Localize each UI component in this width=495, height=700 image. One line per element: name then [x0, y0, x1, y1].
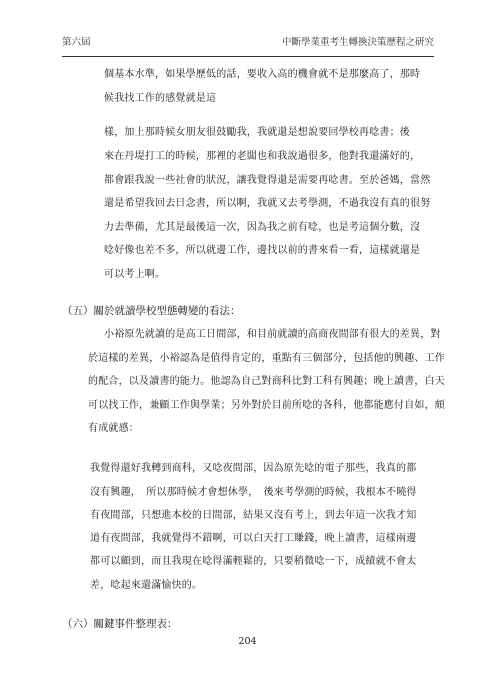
- quote-line: 唸好像也差不多，所以就邊工作，邊找以前的書來看一看，這樣就還是: [104, 245, 421, 256]
- quote-line: 道有夜間部，我就覺得不錯啊，可以白天打工賺錢，晚上讀書，這樣兩邊: [90, 533, 417, 544]
- body-line: 有成就感：: [88, 423, 139, 434]
- body-line: 小裕原先就讀的是高工日間部，和目前就讀的高商夜間部有很大的差異，對: [104, 329, 441, 340]
- body-line: 的配合，以及讀書的能力。他認為自己對商科比對工科有興趣；晚上讀書，白天: [88, 376, 445, 387]
- body-line: 可以找工作，兼顧工作與學業；另外對於目前所唸的各科，他都能應付自如，頗: [88, 400, 445, 411]
- section-heading: （六）關鍵事件整理表：: [62, 618, 178, 630]
- header-title: 中斷學業重考生轉換決策歷程之研究: [281, 37, 434, 48]
- running-header: [62, 34, 434, 50]
- body-line: 於這樣的差異，小裕認為是值得肯定的，重點有三個部分，包括他的興趣、工作: [88, 353, 445, 364]
- quote-line: 有夜間部，只想進本校的日間部，結果又沒有考上，到去年這一次我才知: [90, 510, 417, 521]
- quote-line: 沒有興趣， 所以那時候才會想休學， 後來考學測的時候，我根本不曉得: [90, 487, 417, 498]
- page-number: 204: [238, 636, 257, 647]
- quote-line: 還是希望我回去日念書，所以啊，我就又去考學測，不過我沒有真的很努: [104, 198, 431, 209]
- quote-line: 都可以顧到，而且我現在唸得滿輕鬆的，只要稍微唸一下，成績就不會太: [90, 556, 417, 567]
- quote-line: 我覺得還好我轉到商科，又唸夜間部，因為原先唸的電子那些，我真的都: [90, 463, 417, 474]
- quote-line: 來在丹堤打工的時候，那裡的老闆也和我說過很多，他對我還滿好的，: [104, 151, 421, 162]
- header-edition: 第六屆: [62, 37, 91, 48]
- quote-line: 都會跟我說一些社會的狀況，讓我覺得還是需要再唸書。至於爸媽，當然: [104, 175, 431, 186]
- quote-line: 力去準備，尤其是最後這一次，因為我之前有唸，也是考這個分數，沒: [104, 222, 421, 233]
- quote-line: 差，唸起來還滿愉快的。: [90, 580, 203, 591]
- quote-line: 個基本水準，如果學歷低的話，要收入高的機會就不是那麼高了，那時: [104, 69, 421, 80]
- header-rule: [62, 56, 434, 57]
- section-heading: （五）關於就讀學校型態轉變的看法：: [62, 305, 241, 317]
- quote-line: 可以考上啊。: [104, 269, 166, 280]
- quote-line: 候我找工作的感覺就是這: [104, 93, 217, 104]
- quote-line: 樣，加上那時候女朋友很鼓勵我，我就還是想說要回學校再唸書；後: [104, 127, 410, 138]
